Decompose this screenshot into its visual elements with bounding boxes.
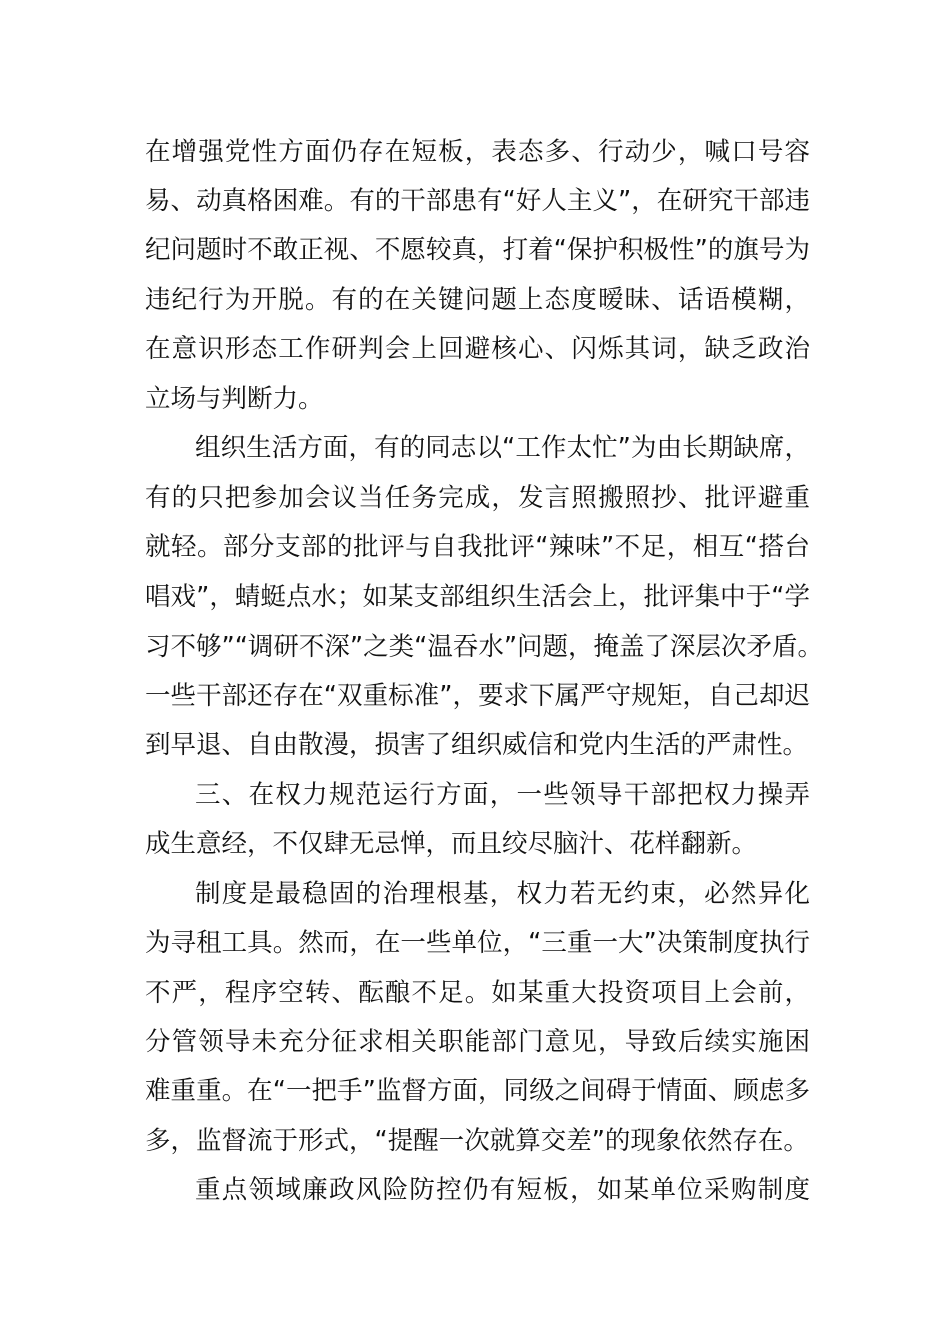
- text-line-8: 有的只把参加会议当任务完成，发言照搬照抄、批评避重: [145, 483, 810, 513]
- text-line-6: 立场与判断力。: [145, 384, 324, 414]
- text-line-15: 成生意经，不仅肆无忌惮，而且绞尽脑汁、花样翻新。: [145, 829, 758, 859]
- text-line-20: 难重重。在“一把手”监督方面，同级之间碍于情面、顾虑多: [145, 1076, 810, 1106]
- text-line-18: 不严，程序空转、酝酿不足。如某重大投资项目上会前，: [145, 978, 810, 1008]
- text-line-14: 三、在权力规范运行方面，一些领导干部把权力操弄: [195, 780, 810, 810]
- text-line-13: 到早退、自由散漫，损害了组织威信和党内生活的严肃性。: [145, 730, 809, 760]
- text-line-4: 违纪行为开脱。有的在关键问题上态度暧昧、话语模糊，: [145, 285, 810, 315]
- text-line-12: 一些干部还存在“双重标准”，要求下属严守规矩，自己却迟: [145, 681, 810, 711]
- text-line-2: 易、动真格困难。有的干部患有“好人主义”，在研究干部违: [145, 186, 810, 216]
- text-line-21: 多，监督流于形式，“提醒一次就算交差”的现象依然存在。: [145, 1126, 809, 1156]
- text-line-16: 制度是最稳固的治理根基，权力若无约束，必然异化: [195, 879, 810, 909]
- text-line-1: 在增强党性方面仍存在短板，表态多、行动少，喊口号容: [145, 137, 810, 167]
- text-line-17: 为寻租工具。然而，在一些单位，“三重一大”决策制度执行: [145, 928, 810, 958]
- text-line-9: 就轻。部分支部的批评与自我批评“辣味”不足，相互“搭台: [145, 532, 810, 562]
- text-line-5: 在意识形态工作研判会上回避核心、闪烁其词，缺乏政治: [145, 334, 810, 364]
- text-line-7: 组织生活方面，有的同志以“工作太忙”为由长期缺席，: [195, 433, 810, 463]
- text-line-3: 纪问题时不敢正视、不愿较真，打着“保护积极性”的旗号为: [145, 235, 810, 265]
- text-line-19: 分管领导未充分征求相关职能部门意见，导致后续实施困: [145, 1027, 810, 1057]
- text-line-11: 习不够”“调研不深”之类“温吞水”问题，掩盖了深层次矛盾。: [145, 632, 824, 662]
- text-line-22: 重点领域廉政风险防控仍有短板，如某单位采购制度: [195, 1175, 810, 1205]
- text-line-10: 唱戏”，蜻蜓点水；如某支部组织生活会上，批评集中于“学: [145, 582, 810, 612]
